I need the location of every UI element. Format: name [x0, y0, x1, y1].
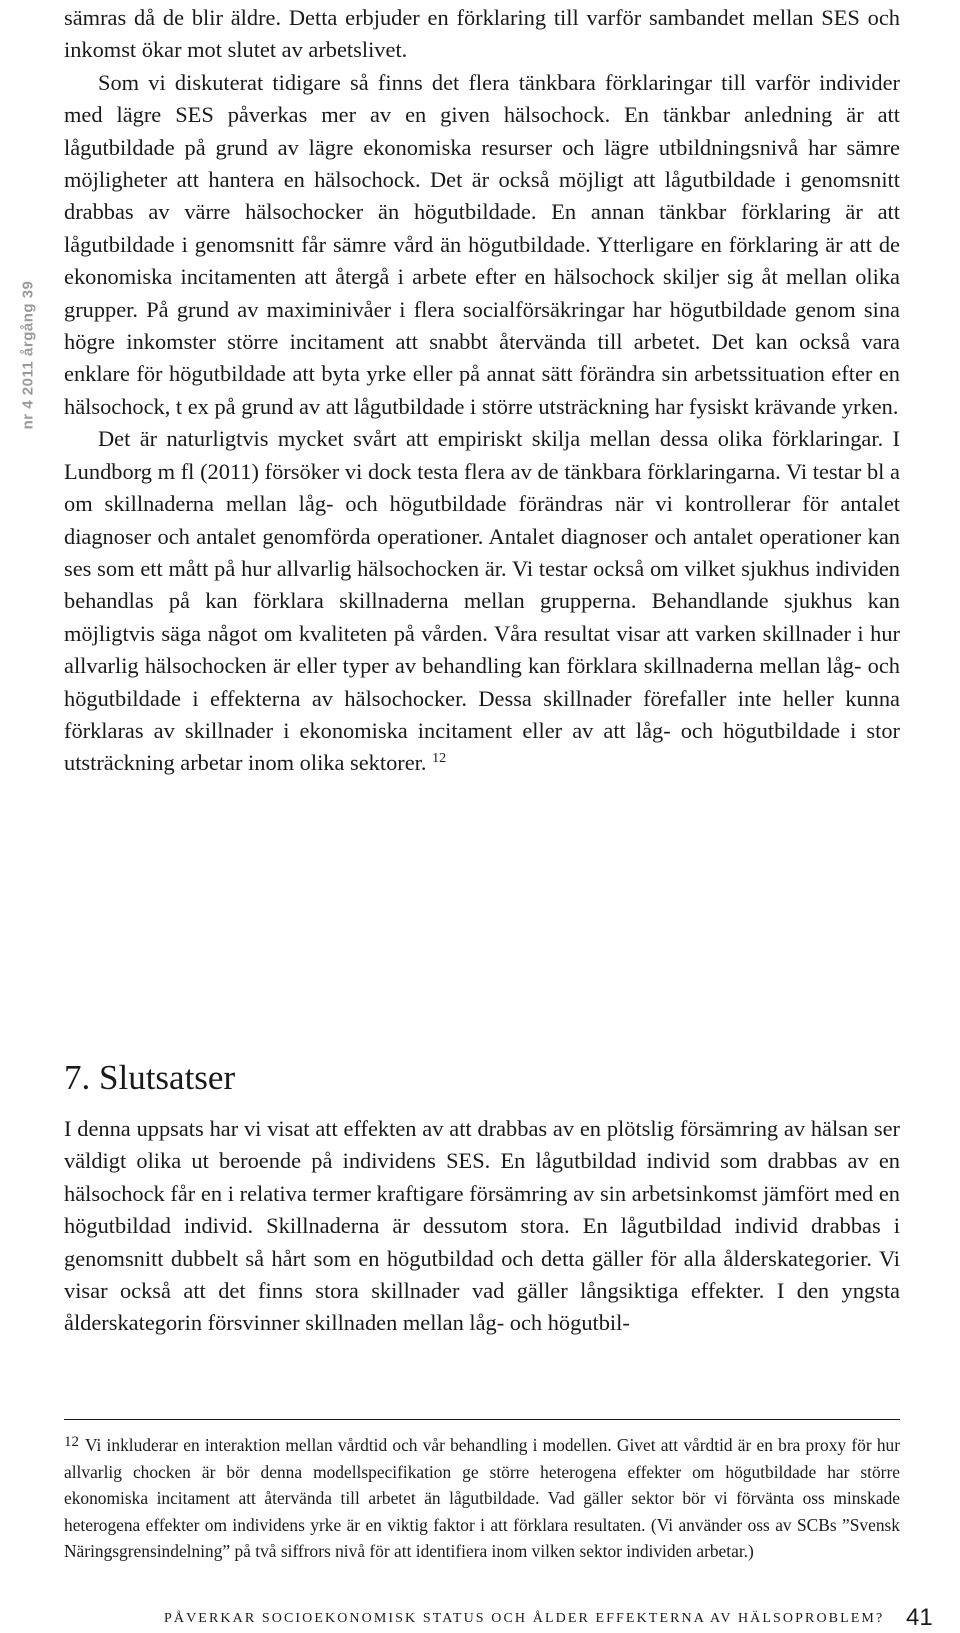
main-body-text — [64, 2, 900, 780]
paragraph-continuation: sämras då de blir äldre. Detta erbjuder en förklaring till varför sambandet mellan SES och inkomst ökar mot slutet av arbetslivet. — [64, 5, 900, 63]
paragraph-explanations: Som vi diskuterat tidigare så finns det flera tänkbara förklaringar till varför individer med lägre SES påverkas mer av en given hälsochock. En tänkbar anledning är att lågutbildade på grund av lägre ekonomiska resurser och lägre utbildningsnivå har sämre möjligheter att hantera en hälsochock. Det är också möjligt att lågutbildade i genomsnitt drabbas av värre hälsochocker än högutbildade. En annan tänkbar förklaring är att lågutbildade i genomsnitt får sämre vård än högutbildade. Ytterligare en förklaring är att de ekonomiska incitamenten att återgå i arbete efter en hälsochock skiljer sig åt mellan olika grupper. På grund av maximinivåer i flera socialförsäkringar har högutbildade genom sina högre inkomster större incitament att snabbt återvända till arbetet. Det kan också vara enklare för högutbildade att byta yrke eller på annat sätt förändra sin arbetssituation efter en hälsochock, t ex på grund av att lågutbildade i större utsträckning har fysiskt krävande yrken. — [64, 69, 900, 419]
page-number: 41 — [906, 1604, 933, 1631]
footnote — [64, 1432, 900, 1565]
paragraph-empirical-tests — [64, 423, 900, 779]
running-footer: PÅVERKAR SOCIOEKONOMISK STATUS OCH ÅLDER EFFEKTERNA AV HÄLSOPROBLEM? — [164, 1611, 885, 1626]
paragraph-empirical-tests-text: Det är naturligtvis mycket svårt att empiriskt skilja mellan dessa olika förklaringar. I Lundborg m fl (2011) försöker vi dock testa flera av de tänkbara förklaringarna. Vi testar bl a om skillnaderna mellan låg- och högutbildade förändras när vi kontrollerar för antalet diagnoser och antalet genomförda operationer. Antalet diagnoser och antalet operationer kan ses som ett mått på hur allvarlig hälsochocken är. Vi testar också om vilket sjukhus individen behandlas på kan förklara skillnaderna mellan grupperna. Behandlande sjukhus kan möjligtvis säga något om kvaliteten på vården. Våra resultat visar att varken skillnader i hur allvarlig hälsochocken är eller typer av behandling kan förklara skillnaderna mellan låg- och högutbildade i effekterna av hälsochocker. Dessa skillnader förefaller inte heller kunna förklaras av skillnader i ekonomiska incitament eller av att låg- och högutbildade i stor utsträckning arbetar inom olika sektorer. — [64, 426, 900, 776]
footnote-reference[interactable]: 12 — [432, 751, 447, 767]
footnote-number: 12 — [64, 1434, 79, 1450]
footnote-text: Vi inkluderar en interaktion mellan vårdtid och vår behandling i modellen. Givet att vårdtid är en bra proxy för hur allvarlig chocken är bör denna modellspecifikation ge större heterogena effekter om högutbildade har större ekonomiska incitament att återvända till arbetet än lågutbildade. Vad gäller sektor bör vi förvänta oss minskade heterogena effekter om individens yrke är en viktig faktor i att förklara resultaten. (Vi använder oss av SCBs ”Svensk Näringsgrensindelning” på två siffrors nivå för att identifiera inom vilken sektor individen arbetar.) — [64, 1435, 900, 1561]
footnote-divider — [64, 1419, 900, 1420]
journal-issue-label: nr 4 2011 årgång 39 — [19, 280, 37, 430]
paragraph-conclusion: I denna uppsats har vi visat att effekten av att drabbas av en plötslig försämring av hälsan ser väldigt olika ut beroende på individens SES. En lågutbildad individ som drabbas av en hälsochock får en i relativa termer kraftigare försämring av sin arbetsinkomst jämfört med en högutbildad individ. Skillnaderna är dessutom stora. En lågutbildad individ drabbas i genomsnitt dubbelt så hårt som en högutbildad och detta gäller för alla ålderskategorier. Vi visar också att det finns stora skillnader vad gäller långsiktiga effekter. I den yngsta ålderskategorin försvinner skillnaden mellan låg- och högutbil- — [64, 1116, 900, 1336]
section-heading: 7. Slutsatser — [64, 1058, 236, 1097]
conclusion-body-text — [64, 1113, 900, 1340]
